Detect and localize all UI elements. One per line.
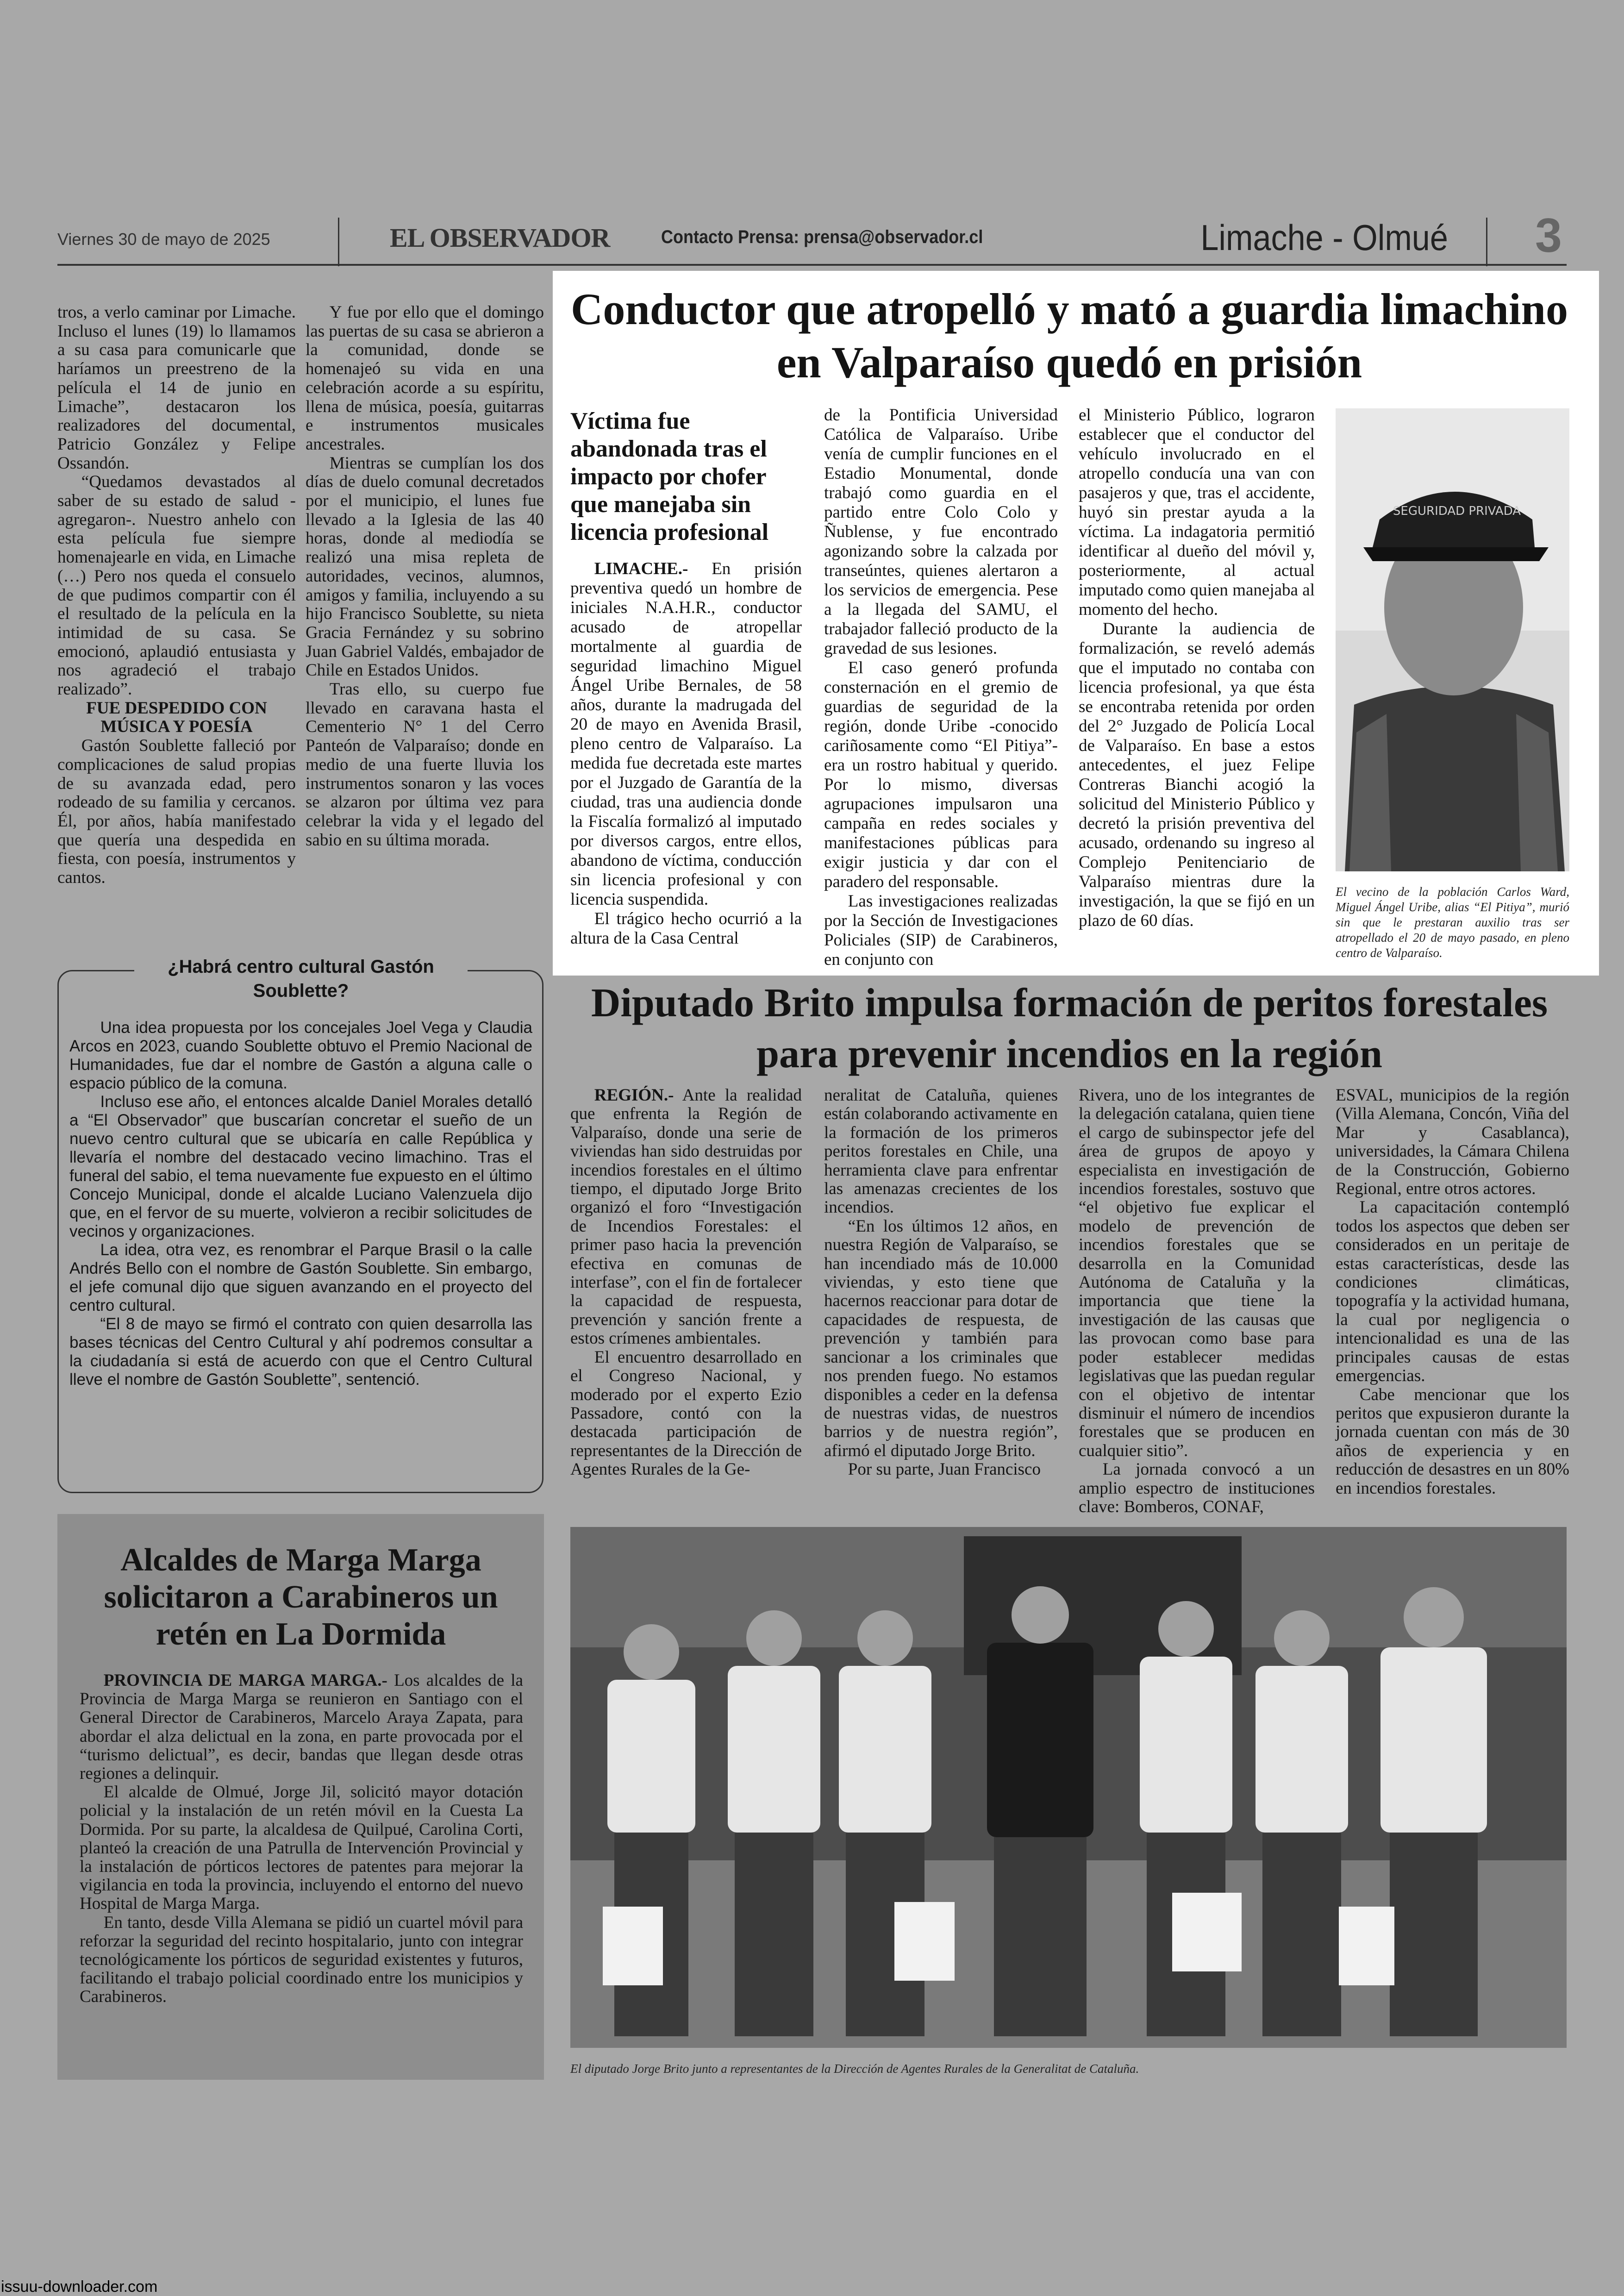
article-column-3 [1079, 406, 1315, 931]
header-divider [338, 218, 339, 266]
article-column-2 [824, 1086, 1058, 1479]
paragraph: El caso generó profunda consternación en el gremio de guardias de seguridad de la región, donde Uribe -conocido cariñosamente como “El Pitiya”- era un rostro habitual y querido. Por lo mismo, diversas agrupaciones impulsaron una campaña en redes sociales y manifestaciones públicas para exigir justicia y dar con el paradero del responsable. [824, 658, 1058, 891]
paragraph: En prisión preventiva quedó un hombre de iniciales N.A.H.R., conductor acusado de atropellar mortalmente al guardia de seguridad limachino Miguel Ángel Uribe Bernales, de 58 años, durante la madrugada del 20 de mayo en Avenida Brasil, pleno centro de Valparaíso. La medida fue decretada este martes por el Juzgado de Garantía de la ciudad, tras una audiencia donde la Fiscalía formalizó al imputado por diversos cargos, entre ellos, abandono de víctima, conducción sin licencia profesional y con licencia suspendida. [570, 559, 802, 909]
paragraph: neralitat de Cataluña, quienes están colaborando activamente en la formación de los primeros peritos forestales en Chile, una herramienta clave para enfrentar las amenazas crecientes de los incendios. [824, 1086, 1058, 1217]
watermark: issuu-downloader.com [1, 2278, 158, 2296]
paragraph: Una idea propuesta por los concejales Joel Vega y Claudia Arcos en 2023, cuando Soublette obtuvo el Premio Nacional de Humanidades, fue dar el nombre de Gastón a alguna calle o espacio público de la comuna. [69, 1019, 532, 1092]
paragraph: “En los últimos 12 años, en nuestra Región de Valparaíso, se han incendiado más de 10.000 viviendas, y esto tiene que hacernos reaccionar para dotar de capacidades de respuesta, de prevención y también para sancionar a los criminales que nos prenden fuego. No estamos disponibles a ceder en la defensa de nuestras vidas, de nuestros barrios y de nuestra región”, afirmó el diputado Jorge Brito. [824, 1216, 1058, 1460]
paragraph: Las investigaciones realizadas por la Sección de Investigaciones Policiales (SIP) de Carabineros, en conjunto con [824, 892, 1058, 969]
issue-date: Viernes 30 de mayo de 2025 [57, 230, 270, 249]
dateline: PROVINCIA DE MARGA MARGA.- [103, 1671, 387, 1690]
article-column-1 [570, 1086, 802, 1479]
paragraph: Cabe mencionar que los peritos que expusieron durante la jornada cuentan con más de 30 años de experiencia y en reducción de desastres en un 80% en incendios forestales. [1336, 1385, 1569, 1498]
paragraph: de la Pontificia Universidad Católica de Valparaíso. Uribe venía de cumplir funciones en el Estadio Monumental, donde trabajó como guardia en el partido entre Colo Colo y Ñublense, y fue encontrado agonizando sobre la calzada por transeúntes, quienes alertaron a los servicios de emergencia. Pese a la llegada del SAMU, el trabajador falleció producto de la gravedad de sus lesiones. [824, 406, 1058, 658]
paragraph: Tras ello, su cuerpo fue llevado en caravana hasta el Cementerio N° 1 del Cerro Panteón de Valparaíso; donde en medio de una fuerte lluvia los instrumentos sonaron y las voces se alzaron por última vez para celebrar la vida y el legado del sabio en su última morada. [306, 680, 544, 850]
dateline: LIMACHE.- [594, 559, 688, 578]
paragraph: Los alcaldes de la Provincia de Marga Marga se reunieron en Santiago con el General Director de Carabineros, Marcelo Araya Zapata, para abordar el alza delictual en la zona, en parte provocada por el “turismo delictual”, es decir, bandas que llegan desde otras regiones a delinquir. [80, 1671, 523, 1783]
header-divider [1486, 218, 1487, 266]
article-column-2 [824, 287, 1058, 970]
article-column-1 [570, 559, 802, 948]
box-text [69, 1019, 532, 1389]
paragraph: tros, a verlo caminar por Limache. Incluso el lunes (19) lo llamamos a su casa para comunicarle que haríamos un preestreno de la película el 14 de junio en Limache”, destacaron los realizadores del documental, Patricio González y Felipe Ossandón. [57, 303, 296, 473]
paragraph: el Ministerio Público, lograron establecer que el conductor del vehículo involucrado en el atropello conducía una van con pasajeros y que, tras el accidente, huyó sin prestar ayuda a la víctima. La indagatoria permitió identificar al dueño del móvil y, posteriormente, al actual imputado como quien manejaba al momento del hecho. [1079, 406, 1315, 619]
subheading: FUE DESPEDIDO CON MÚSICA Y POESÍA [86, 698, 267, 737]
article-column-3 [1079, 1086, 1315, 1516]
paragraph: El alcalde de Olmué, Jorge Jil, solicitó mayor dotación policial y la instalación de un retén móvil en la Cuesta La Dormida. Por su parte, la alcaldesa de Quilpué, Carolina Corti, planteó la creación de una Patrulla de Intervención Provincial y la instalación de pórticos lectores de patentes para mejorar la vigilancia en toda la provincia, incluyendo el entorno del nuevo Hospital de Marga Marga. [80, 1783, 523, 1914]
paragraph: Durante la audiencia de formalización, se reveló además que el imputado no contaba con licencia profesional, ya que ésta se encontraba retenida por orden del 2° Juzgado de Policía Local de Valparaíso. En base a estos antecedentes, el juez Felipe Contreras Bianchi acogió la solicitud del Ministerio Público y decretó la prisión preventiva del acusado, ordenando su ingreso al Complejo Penitenciario de Valparaíso mientras dure la investigación, la que se fijó en un plazo de 60 días. [1079, 619, 1315, 930]
paragraph: Gastón Soublette falleció por complicaciones de salud propias de su avanzada edad, pero rodeado de su familia y cercanos. Él, por años, había manifestado que quería una despedida en fiesta, con poesía, instrumentos y cantos. [57, 736, 296, 888]
paragraph: Mientras se cumplían los dos días de duelo comunal decretados por el municipio, el lunes fue llevado a la Iglesia de las 40 horas, donde al mediodía se realizó una misa repleta de autoridades, vecinos, alumnos, amigos y familia, incluyendo a su hijo Francisco Soublette, su nieta Gracia Fernández y su sobrino Juan Gabriel Valdés, embajador de Chile en Estados Unidos. [306, 453, 544, 680]
victim-photo [1336, 408, 1569, 871]
article-body [80, 1671, 523, 2007]
paragraph: Por su parte, Juan Francisco [848, 1460, 1041, 1479]
soublette-column-2 [306, 303, 544, 850]
newspaper-name: EL OBSERVADOR [390, 223, 610, 253]
paragraph: La idea, otra vez, es renombrar el Parque Brasil o la calle Andrés Bello con el nombre de Gastón Soublette. Sin embargo, el jefe comunal dijo que siguen avanzando en el proyecto del centro cultural. [69, 1241, 532, 1314]
press-contact: Contacto Prensa: prensa@observador.cl [661, 227, 983, 247]
section-name: Limache - Olmué [1200, 217, 1448, 258]
paragraph: “Quedamos devastados al saber de su estado de salud -agregaron-. Nuestro anhelo con esta película fue siempre homenajearle en vida, en Limache (…) Pero nos queda el consuelo de que pudimos compartir con él el resultado de la película en la intimidad de su casa. Se emocionó, aplaudió entusiasta y nos agradeció el trabajo realizado”. [57, 472, 296, 699]
article-headline: Conductor que atropelló y mató a guardia limachino en Valparaíso quedó en prisión [571, 284, 1568, 387]
photo-caption: El diputado Jorge Brito junto a representantes de la Dirección de Agentes Rurales de la Generalitat de Cataluña. [570, 2062, 1139, 2076]
photo-caption: El vecino de la población Carlos Ward, Miguel Ángel Uribe, alias “El Pitiya”, murió sin que le prestaran auxilio tras ser atropellado el 20 de mayo pasado, en pleno centro de Valparaíso. [1336, 885, 1569, 960]
paragraph: Y fue por ello que el domingo las puertas de su casa se abrieron a la comunidad, donde se homenajeó su vida en una celebración acorde a su espíritu, llena de música, poesía, guitarras e instrumentos musicales ancestrales. [306, 303, 544, 454]
paragraph: Rivera, uno de los integrantes de la delegación catalana, quien tiene el cargo de subinspector jefe del área de grupos de apoyo y especialista en investigación de incendios forestales, sostuvo que “el objetivo fue explicar el modelo de prevención de incendios forestales que se desarrolla en la Comunidad Autónoma de Cataluña y la importancia que tiene la investigación de las causas que las provocan como base para poder establecer medidas legislativas que las puedan regular con el objetivo de intentar disminuir el número de incendios forestales que se producen en cualquier sitio”. [1079, 1086, 1315, 1460]
soublette-column-1 [57, 303, 296, 888]
dateline: REGIÓN.- [594, 1086, 674, 1105]
header-rule [57, 264, 1567, 266]
page-number: 3 [1535, 209, 1562, 263]
paragraph: Ante la realidad que enfrenta la Región de Valparaíso, donde una serie de viviendas han sido destruidas por incendios forestales en el último tiempo, el diputado Jorge Brito organizó el foro “Investigación de Incendios Forestales: el primer paso hacia la prevención efectiva en comunas de interfase”, con el fin de fortalecer la capacidad de respuesta, prevención y sanción frente a estos crímenes ambientales. [570, 1086, 802, 1348]
paragraph: El encuentro desarrollado en el Congreso Nacional, y moderado por el experto Ezio Passadore, contó con la destacada participación de representantes de la Dirección de Agentes Rurales de la Ge- [570, 1347, 802, 1479]
article-headline: Diputado Brito impulsa formación de peritos forestales para prevenir incendios en la región [591, 981, 1548, 1076]
paragraph: En tanto, desde Villa Alemana se pidió un cuartel móvil para reforzar la seguridad del recinto hospitalario, junto con integrar tecnológicamente los pórticos de seguridad existentes y futuros, facilitando el trabajo policial coordinado entre los municipios y Carabineros. [80, 1913, 523, 2007]
box-title: ¿Habrá centro cultural Gastón Soublette? [134, 955, 468, 1003]
article-headline: Alcaldes de Marga Marga solicitaron a Carabineros un retén en La Dormida [104, 1542, 498, 1652]
article-deck: Víctima fue abandonada tras el impacto por chofer que manejaba sin licencia profesional [570, 408, 769, 545]
paragraph: La jornada convocó a un amplio espectro de instituciones clave: Bomberos, CONAF, [1079, 1460, 1315, 1516]
group-photo [570, 1527, 1567, 2048]
paragraph: “El 8 de mayo se firmó el contrato con quien desarrolla las bases técnicas del Centro Cultural y ahí podremos consultar a la ciudadanía si está de acuerdo con que el Centro Cultural lleve el nombre de Gastón Soublette”, sentenció. [69, 1315, 532, 1389]
paragraph: El trágico hecho ocurrió a la altura de la Casa Central [570, 909, 802, 948]
cap-logo: SEGURIDAD PRIVADA [1393, 504, 1521, 518]
article-column-4 [1336, 1086, 1569, 1498]
paragraph: ESVAL, municipios de la región (Villa Alemana, Concón, Viña del Mar y Casablanca), universidades, la Cámara Chilena de la Construcción, Gobierno Regional, entre otros actores. [1336, 1086, 1569, 1199]
paragraph: Incluso ese año, el entonces alcalde Daniel Morales detalló a “El Observador” que buscarían concretar el sueño de un nuevo centro cultural que se ubicaría en calle República y llevaría el nombre del destacado vecino limachino. Tras el funeral del sabio, el tema nuevamente fue expuesto en el último Concejo Municipal, donde el alcalde Luciano Valenzuela dijo que, en el fervor de su muerte, volvieron a recibir solicitudes de vecinos y organizaciones. [69, 1093, 532, 1240]
paragraph: La capacitación contempló todos los aspectos que deben ser considerados en un peritaje de estas características, desde las condiciones climáticas, topografía y la actividad humana, la cual por negligencia o intencionalidad es una de las principales causas de estas emergencias. [1336, 1198, 1569, 1386]
